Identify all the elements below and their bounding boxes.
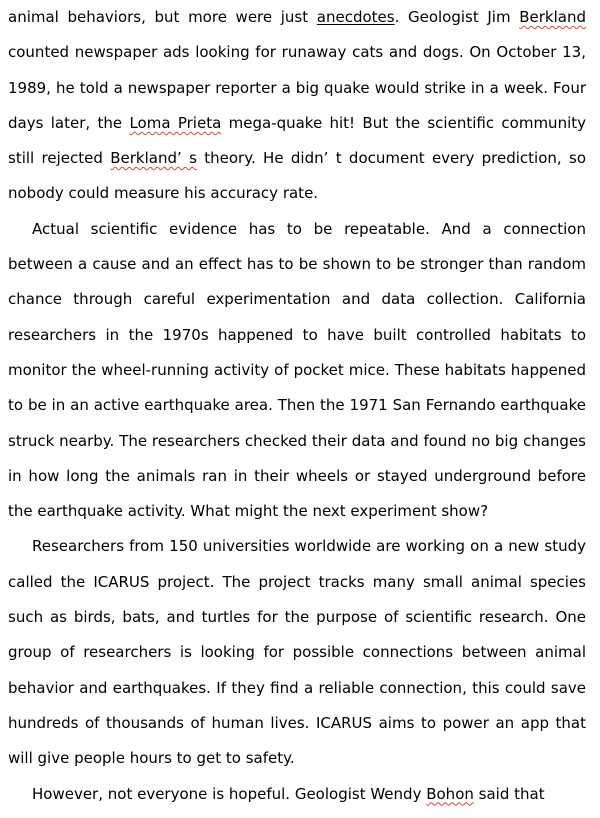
anecdotes-link[interactable]: anecdotes <box>316 8 395 26</box>
p1-text-4: mega-quake hit! But the scientific community still rejected <box>8 113 586 168</box>
bohon-misspelled-word[interactable]: Bohon <box>426 784 474 803</box>
paragraph-wendy-bohon <box>8 777 586 812</box>
p1-text-2: . Geologist Jim <box>394 8 520 26</box>
berkland-misspelled-word[interactable]: Berkland <box>519 8 586 26</box>
p1-text-5: theory. He didn’ t document every prediction, so nobody could measure his accuracy rate. <box>8 149 587 203</box>
paragraph-scientific-evidence: Actual scientific evidence has to be repeatable. And a connection between a cause and an effect has to be shown to be stronger than random chance through careful experimentation and data collection. California researchers in the 1970s happened to have built controlled habitats to monitor the wheel-running activity of pocket mice. These habitats happened to be in an active earthquake area. Then the 1971 San Fernando earthquake struck nearby. The researchers checked their data and found no big changes in how long the animals ran in their wheels or stayed underground before the earthquake activity. What might the next experiment show? <box>8 219 586 521</box>
p1-text-3: counted newspaper ads looking for runaway cats and dogs. On October 13, 1989, he told a newspaper reporter a big quake would strike in a week. Four days later, the <box>8 43 586 132</box>
p1-text-1: animal behaviors, but more were just <box>8 8 317 26</box>
paragraph-icarus-project: Researchers from 150 universities worldwide are working on a new study called the ICARUS project. The project tracks many small animal species such as birds, bats, and turtles for the purpose of scientific research. One group of researchers is looking for possible connections between animal behavior and earthquakes. If they find a reliable connection, this could save hundreds of thousands of human lives. ICARUS aims to power an app that will give people hours to get to safety. <box>8 537 586 768</box>
loma-prieta-misspelled-word[interactable]: Loma Prieta <box>129 113 222 132</box>
p4-text-1: However, not everyone is hopeful. Geologist Wendy <box>32 784 427 803</box>
paragraph-berkland <box>8 0 586 212</box>
berklands-misspelled-word[interactable]: Berkland’ s <box>110 149 197 168</box>
p4-text-2: said that <box>473 784 545 803</box>
